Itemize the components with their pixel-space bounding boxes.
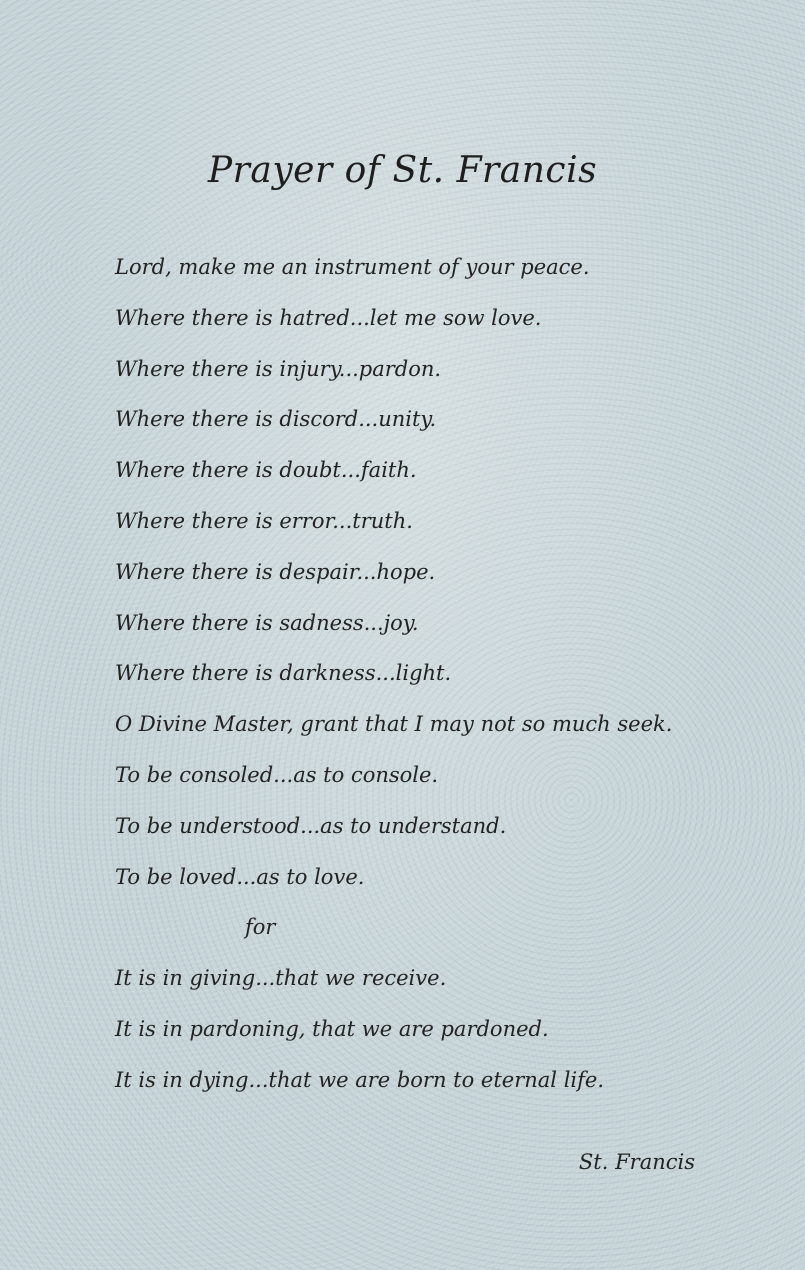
prayer-line: Where there is injury...pardon. [115,356,442,381]
prayer-line-for: for [245,915,276,940]
signature: St. Francis [578,1150,695,1174]
prayer-line: O Divine Master, grant that I may not so much seek. [115,712,673,737]
prayer-line: Where there is error...truth. [115,508,413,533]
prayer-line: Where there is despair...hope. [115,559,436,584]
prayer-text [115,247,785,1111]
prayer-line: Where there is hatred...let me sow love. [115,305,542,330]
prayer-line: Lord, make me an instrument of your peace. [115,255,590,279]
prayer-line: To be understood...as to understand. [115,813,507,838]
prayer-line: It is in pardoning, that we are pardoned. [115,1016,549,1041]
prayer-line: To be loved...as to love. [115,864,365,889]
prayer-line: Where there is sadness...joy. [115,610,419,635]
prayer-line: Where there is discord...unity. [115,407,437,432]
prayer-line: It is in dying...that we are born to eternal life. [115,1067,605,1092]
prayer-line: Where there is darkness...light. [115,661,452,686]
prayer-line: Where there is doubt...faith. [115,458,417,483]
page-title: Prayer of St. Francis [207,150,598,191]
prayer-line: To be consoled...as to console. [115,762,439,787]
prayer-line: It is in giving...that we receive. [115,966,447,991]
